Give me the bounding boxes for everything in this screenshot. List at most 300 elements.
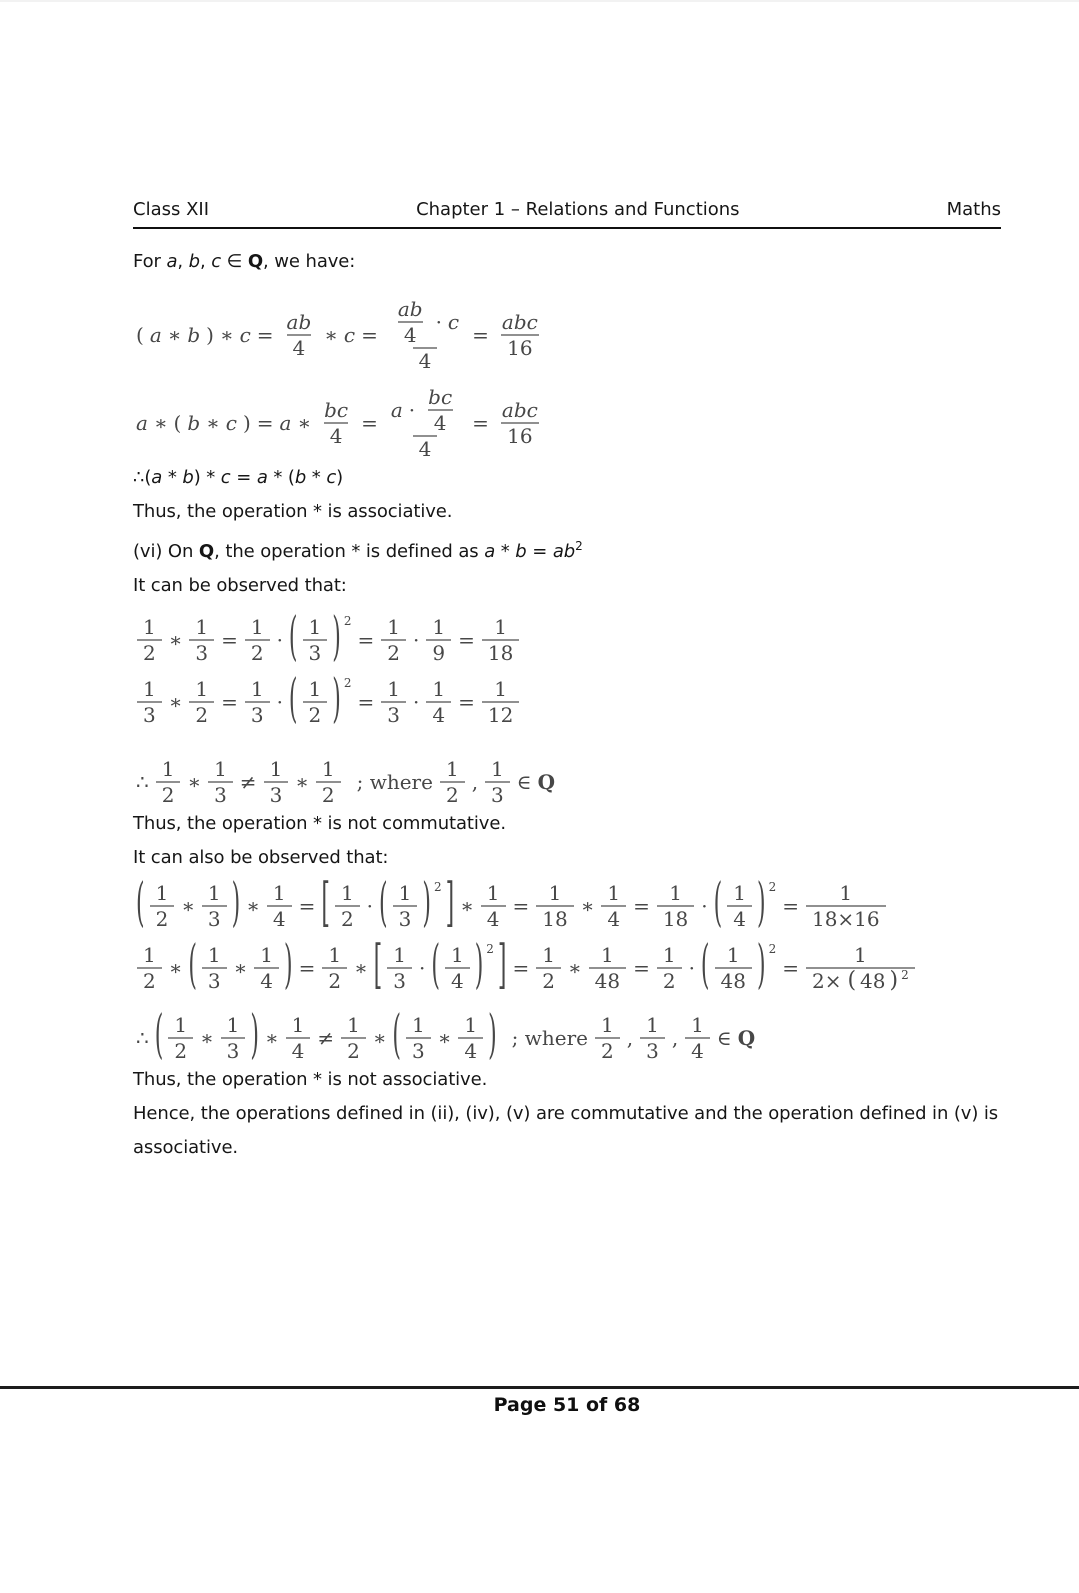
math-fraction: [322, 943, 347, 993]
math-row: [657, 905, 694, 931]
math-token: 9: [432, 641, 446, 665]
math-fraction: [137, 943, 162, 993]
math-fraction: [458, 1013, 483, 1063]
math-token: ·: [276, 690, 283, 714]
math-token: 4: [464, 1039, 478, 1063]
math-token: 1: [308, 615, 322, 639]
math-row: [595, 943, 620, 967]
math-token: 4: [607, 907, 621, 931]
text-segment: a: [151, 467, 163, 488]
math-token: =: [633, 956, 650, 980]
math-row: [727, 905, 752, 931]
header-class-label: Class XII: [133, 199, 210, 220]
math-row: [381, 677, 406, 701]
text-segment: Thus, the operation * is not associative.: [133, 1069, 488, 1090]
math-row: [202, 905, 227, 931]
math-token: 4: [733, 907, 746, 931]
math-token: 1: [450, 943, 464, 967]
math-row: [168, 1013, 193, 1037]
text-segment: ∴(: [133, 467, 152, 488]
math-token: ∗: [181, 894, 195, 918]
math-token: 1: [214, 757, 227, 781]
math-fraction: [601, 881, 626, 931]
math-token: ): [206, 323, 214, 347]
math-row: [316, 781, 341, 807]
math-token: ): [242, 411, 251, 435]
open-paren-symbol: (: [188, 937, 197, 997]
open-paren-symbol: (: [288, 609, 298, 669]
math-fraction: [264, 757, 289, 807]
math-token: 1: [691, 1013, 704, 1037]
close-paren-symbol: ]: [445, 875, 455, 935]
math-fraction: [485, 757, 510, 807]
math-token: =: [221, 628, 238, 652]
math-token: =: [357, 628, 375, 652]
math-row: [341, 1037, 366, 1063]
math-token: 1: [250, 615, 264, 639]
math-token: =: [633, 894, 650, 918]
equation-associativity-conclusion: [133, 1007, 1001, 1067]
page-body: [133, 245, 1001, 1165]
math-token: 1: [291, 1013, 305, 1037]
math-row: [245, 639, 270, 665]
math-token: 1: [464, 1013, 478, 1037]
math-token: bc: [324, 398, 349, 422]
math-token: (: [136, 323, 144, 347]
math-token: 4: [403, 323, 417, 347]
text-segment: =: [230, 467, 257, 488]
math-fraction: [341, 1013, 366, 1063]
math-token: Q: [537, 770, 556, 794]
thus-associative-line: [133, 495, 1001, 529]
math-row: [833, 881, 858, 905]
math-row: [482, 701, 519, 727]
math-token: 4: [260, 969, 273, 993]
open-paren-symbol: [: [373, 937, 383, 997]
math-token: 1: [393, 943, 406, 967]
math-fraction: [381, 677, 406, 727]
math-token: 1: [494, 677, 507, 701]
math-row: [481, 881, 506, 905]
math-fraction: [208, 757, 233, 807]
math-fraction: [727, 881, 752, 931]
math-token: ·: [435, 310, 442, 334]
math-token: 2: [143, 641, 156, 665]
math-fraction: [806, 943, 915, 993]
math-token: c: [225, 411, 237, 435]
equation-commutativity-check-1: [133, 609, 1001, 669]
math-token: ∗: [168, 956, 183, 980]
math-row: [156, 781, 181, 807]
text-segment: *: [306, 467, 327, 488]
open-paren-symbol: (: [431, 937, 440, 997]
math-token: 3: [143, 703, 156, 727]
math-token: 1: [839, 881, 853, 905]
math-token: ,: [471, 770, 479, 794]
math-row: [322, 967, 347, 993]
math-token: 2: [662, 969, 676, 993]
math-row: [501, 334, 538, 360]
math-row: [426, 615, 451, 639]
math-token: =: [512, 956, 530, 980]
math-row: [721, 943, 746, 967]
math-superscript: 2: [486, 942, 494, 956]
math-row: [335, 881, 360, 905]
math-row: [413, 435, 438, 461]
math-token: 2: [340, 907, 354, 931]
math-row: [383, 937, 497, 997]
math-token: 1: [733, 881, 746, 905]
math-row: [413, 347, 438, 373]
math-token: 1: [226, 1013, 240, 1037]
text-segment: ): [336, 467, 344, 488]
math-row: [202, 881, 227, 905]
math-fraction: [245, 615, 270, 665]
math-token: 1: [662, 943, 676, 967]
open-paren-symbol: (: [136, 875, 145, 935]
text-segment: ) *: [193, 467, 221, 488]
math-token: 2: [328, 969, 342, 993]
math-row: [137, 639, 162, 665]
math-token: 18: [487, 641, 514, 665]
math-row: [589, 967, 626, 993]
math-fraction: [168, 1013, 193, 1063]
math-fraction: [156, 757, 181, 807]
math-row: [857, 969, 888, 993]
math-row: [501, 422, 538, 448]
thus-not-associative-line: [133, 1063, 1001, 1097]
math-token: ; where: [356, 770, 433, 794]
math-row: [426, 701, 451, 727]
open-paren-symbol: (: [379, 875, 388, 935]
math-fraction: [406, 1013, 431, 1063]
math-row: [389, 881, 422, 931]
math-row: [482, 639, 519, 665]
math-fraction: [137, 615, 162, 665]
math-token: ∗: [372, 1026, 387, 1050]
text-segment: For: [133, 251, 167, 272]
close-paren-symbol: ): [488, 1007, 497, 1067]
math-row: [133, 385, 548, 461]
math-row: [303, 615, 328, 639]
text-segment: It can also be observed that:: [133, 847, 389, 868]
math-token: 1: [347, 1013, 360, 1037]
math-token: 3: [393, 969, 406, 993]
math-token: 1: [328, 943, 342, 967]
math-row: [198, 943, 283, 993]
math-row: [393, 881, 418, 905]
math-row: [536, 943, 561, 967]
math-row: [485, 757, 510, 781]
math-row: [245, 677, 270, 701]
math-token: 1: [207, 881, 221, 905]
math-token: 4: [292, 336, 306, 360]
math-row: [387, 943, 412, 967]
math-token: 18: [662, 907, 689, 931]
math-token: 1: [646, 1013, 659, 1037]
math-token: 4: [272, 907, 286, 931]
math-token: 1: [250, 677, 264, 701]
math-group: [391, 1007, 497, 1067]
math-superscript: 2: [433, 880, 442, 894]
math-row: [657, 943, 682, 967]
math-token: 1: [726, 943, 740, 967]
text-segment: b: [182, 467, 194, 488]
math-row: [245, 615, 270, 639]
equation-associativity-rhs: [133, 385, 1001, 461]
math-fraction: [202, 881, 227, 931]
math-row: [189, 701, 214, 727]
close-paren-symbol: ): [283, 937, 293, 997]
math-fraction: [245, 677, 270, 727]
math-row: [426, 677, 451, 701]
math-token: =: [472, 323, 489, 347]
math-group: [288, 671, 353, 731]
math-fraction: [536, 943, 561, 993]
math-row: [133, 297, 548, 373]
close-paren-symbol: ): [889, 968, 899, 993]
math-token: ∗: [297, 411, 312, 435]
math-fraction: [595, 1013, 620, 1063]
math-token: 2: [347, 1039, 360, 1063]
math-token: 1: [308, 677, 322, 701]
math-token: 3: [308, 641, 322, 665]
math-fraction: [393, 881, 418, 931]
math-token: ·: [701, 894, 708, 918]
math-token: 1: [412, 1013, 425, 1037]
math-fraction: [589, 943, 626, 993]
math-token: ∗: [206, 411, 220, 435]
text-segment: Thus, the operation * is not commutative.: [133, 813, 506, 834]
math-row: [711, 943, 756, 993]
math-token: ≠: [239, 770, 257, 794]
math-fraction: [387, 943, 412, 993]
math-token: 2: [143, 969, 156, 993]
math-fraction: [281, 310, 318, 360]
math-row: [727, 881, 752, 905]
math-row: [286, 1013, 311, 1037]
math-token: ∗: [153, 411, 168, 435]
math-row: [208, 757, 233, 781]
math-token: =: [782, 956, 799, 980]
math-token: ∗: [187, 770, 202, 794]
math-token: 1: [432, 615, 446, 639]
text-segment: Q: [247, 251, 264, 272]
math-row: [287, 334, 312, 360]
math-group: [288, 609, 353, 669]
math-token: 16: [507, 336, 533, 360]
math-token: 1: [398, 881, 412, 905]
footer-divider: [0, 1386, 1079, 1389]
text-segment: b: [294, 467, 307, 488]
math-row: [685, 1037, 710, 1063]
math-token: =: [256, 323, 274, 347]
math-row: [137, 677, 162, 701]
math-row: [458, 1013, 483, 1037]
thus-not-commutative-line: [133, 807, 1001, 841]
math-token: ∗: [324, 323, 338, 347]
math-token: 2×: [811, 969, 842, 993]
math-token: =: [298, 894, 316, 918]
math-fraction: [482, 615, 519, 665]
math-token: 3: [412, 1039, 425, 1063]
math-row: [189, 615, 214, 639]
math-token: 4: [486, 907, 500, 931]
math-token: ∗: [354, 956, 368, 980]
math-token: ·: [412, 628, 420, 652]
part-vi-definition-line: [133, 529, 1001, 569]
math-row: [381, 639, 406, 665]
math-token: 3: [491, 783, 504, 807]
math-row: [496, 398, 544, 422]
therefore-associative-line: [133, 461, 1001, 495]
close-paren-symbol: ): [474, 937, 484, 997]
math-token: 48: [594, 969, 621, 993]
math-row: [137, 967, 162, 993]
math-row: [381, 615, 406, 639]
math-token: ∗: [167, 323, 182, 347]
text-segment: Thus, the operation * is associative.: [133, 501, 453, 522]
math-token: 4: [450, 969, 464, 993]
math-token: ∴: [136, 770, 149, 794]
text-segment: Q: [198, 541, 215, 562]
math-row: [335, 905, 360, 931]
math-row: [189, 639, 214, 665]
math-row: [137, 943, 162, 967]
math-token: ·: [412, 690, 420, 714]
math-fraction: [496, 310, 544, 360]
math-row: [156, 757, 181, 781]
math-token: b: [187, 323, 201, 347]
observed-line-2: [133, 841, 1001, 875]
math-row: [601, 881, 626, 905]
math-token: =: [361, 323, 378, 347]
math-fraction: [482, 677, 519, 727]
close-paren-symbol: ): [250, 1007, 259, 1067]
math-token: 1: [174, 1013, 188, 1037]
math-token: 1: [195, 677, 209, 701]
math-token: a: [390, 398, 403, 422]
math-token: ∗: [168, 628, 183, 652]
math-row: [601, 905, 626, 931]
math-token: 2: [174, 1039, 188, 1063]
math-token: =: [357, 690, 375, 714]
math-token: ∗: [233, 956, 248, 980]
math-token: ; where: [511, 1026, 588, 1050]
math-row: [299, 677, 332, 727]
math-row: [481, 905, 506, 931]
math-row: [422, 385, 458, 409]
close-paren-symbol: ): [231, 875, 241, 935]
math-row: [254, 943, 279, 967]
math-token: 1: [260, 943, 273, 967]
math-group: [154, 1007, 260, 1067]
text-segment: a: [484, 541, 496, 562]
math-token: c: [447, 310, 460, 334]
math-fraction: [189, 677, 214, 727]
math-token: a: [149, 323, 162, 347]
math-row: [806, 967, 915, 993]
math-row: [221, 1037, 246, 1063]
text-segment: , the operation * is defined as: [214, 541, 485, 562]
math-row: [381, 701, 406, 727]
math-fraction: [657, 943, 682, 993]
math-fraction: [318, 398, 354, 448]
math-token: 18: [542, 907, 568, 931]
math-token: ab: [286, 310, 312, 334]
math-group: [846, 969, 909, 993]
text-segment: ,: [199, 251, 212, 272]
math-token: ab: [397, 297, 423, 321]
math-group: [430, 937, 495, 997]
math-row: [406, 1013, 431, 1037]
math-row: [848, 943, 873, 967]
math-fraction: [254, 943, 279, 993]
text-segment: a: [256, 467, 268, 488]
text-segment: It can be observed that:: [133, 575, 347, 596]
math-fraction: [385, 297, 465, 373]
math-token: 2: [542, 969, 556, 993]
math-row: [245, 701, 270, 727]
math-token: ∗: [460, 894, 474, 918]
math-token: 1: [269, 757, 283, 781]
math-row: [221, 1013, 246, 1037]
math-row: [267, 905, 292, 931]
math-token: =: [512, 894, 530, 918]
math-fraction: [806, 881, 886, 931]
math-token: =: [298, 956, 316, 980]
text-segment: c: [211, 251, 222, 272]
math-token: =: [221, 690, 238, 714]
math-token: =: [458, 628, 475, 652]
math-token: 1: [494, 615, 507, 639]
math-group: [135, 875, 241, 935]
math-fraction: [267, 881, 292, 931]
math-row: [398, 321, 423, 347]
math-token: 2: [600, 1039, 614, 1063]
math-token: c: [239, 323, 251, 347]
math-fraction: [536, 881, 573, 931]
math-row: [387, 967, 412, 993]
math-superscript: 2: [768, 880, 777, 894]
header-subject-label: Maths: [946, 199, 1001, 220]
math-token: 1: [161, 757, 175, 781]
math-token: =: [256, 411, 274, 435]
math-token: =: [361, 411, 378, 435]
math-superscript: 2: [343, 676, 352, 690]
math-token: =: [472, 411, 489, 435]
math-token: 2: [321, 783, 335, 807]
close-paren-symbol: ): [332, 671, 341, 731]
math-token: 16: [507, 424, 533, 448]
math-token: ∴: [136, 1026, 149, 1050]
math-fraction: [685, 1013, 710, 1063]
math-fraction: [335, 881, 360, 931]
equation-associativity-check-2: [133, 937, 1001, 997]
open-paren-symbol: (: [700, 937, 710, 997]
open-paren-symbol: (: [392, 1007, 401, 1067]
math-row: [440, 757, 465, 781]
math-fraction: [189, 615, 214, 665]
observed-line-1: [133, 569, 1001, 603]
math-row: [428, 409, 453, 435]
math-fraction: [481, 881, 506, 931]
math-fraction: [286, 1013, 311, 1063]
math-token: ∗: [437, 1026, 452, 1050]
math-fraction: [640, 1013, 665, 1063]
math-token: ≠: [317, 1026, 335, 1050]
math-row: [133, 609, 523, 669]
